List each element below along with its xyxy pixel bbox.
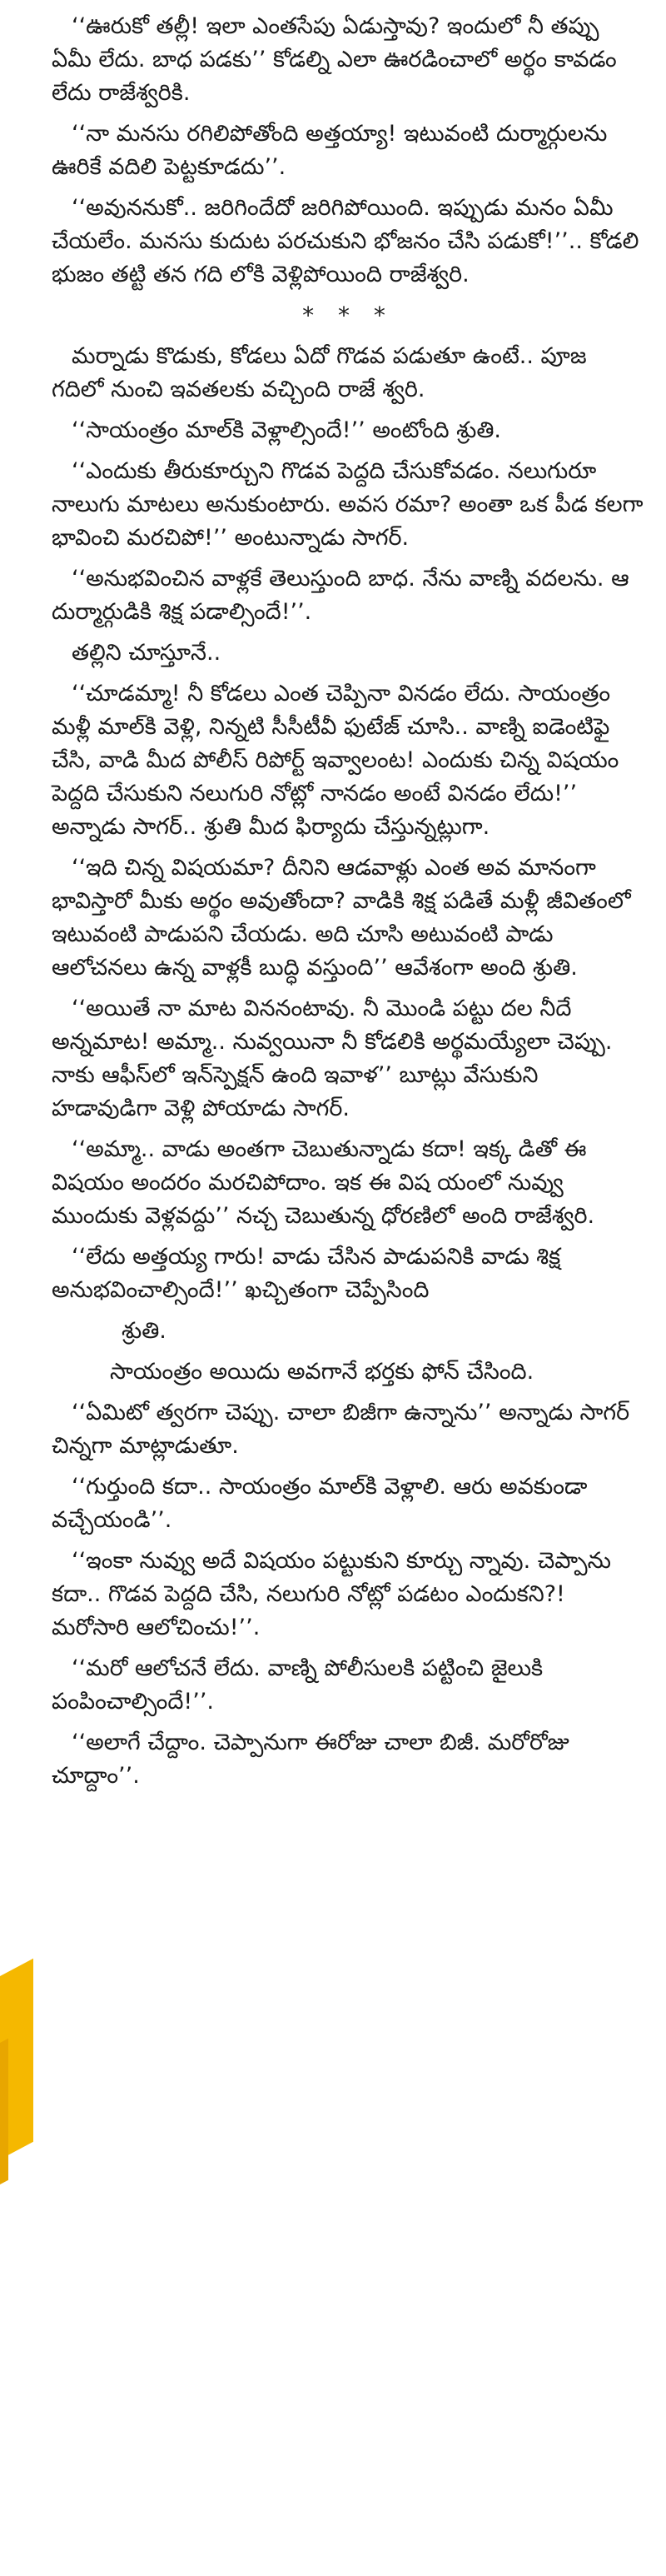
story-paragraph: ‘‘అలాగే చేద్దాం. చెప్పానుగా ఈరోజు చాలా బిజీ. మరోరోజు చూద్దాం’’. <box>52 1730 569 1789</box>
story-paragraph: ‘‘లేదు అత్తయ్య గారు! వాడు చేసిన పాడుపనికి వాడు శిక్ష అనుభవించాల్సిందే!’’ ఖచ్చితంగా చెప్పేసింది <box>52 1244 561 1303</box>
story-paragraph: మర్నాడు కొడుకు, కోడలు ఏదో గొడవ పడుతూ ఉంటే.. పూజ గదిలో నుంచి ఇవతలకు వచ్చింది రాజే శ్వరి. <box>52 343 587 402</box>
story-paragraph: ‘‘గుర్తుంది కదా.. సాయంత్రం మాల్‌కి వెళ్లాలి. ఆరు అవకుండా వచ్చేయండి’’. <box>52 1474 588 1533</box>
story-paragraph: ‘‘అయితే నా మాట విననంటావు. నీ మొండి పట్టు దల నీదే అన్నమాట! అమ్మా.. నువ్వయినా నీ కోడలికి అర్థమయ్యేలా చెప్పు. నాకు ఆఫీస్‌లో ఇన్‌స్పెక్షన్ ఉంది ఇవాళ’’ బూట్లు వేసుకుని హడావుడిగా వెళ్లి పోయాడు సాగర్. <box>52 996 613 1121</box>
story-paragraph: ‘‘ఇంకా నువ్వు అదే విషయం పట్టుకుని కూర్చు న్నావు. చెప్పాను కదా.. గొడవ పెద్దది చేసి, నలుగురి నోట్లో పడటం ఎందుకని?! మరోసారి ఆలోచించు!’’. <box>52 1548 611 1640</box>
story-paragraph: ‘‘అమ్మా.. వాడు అంతగా చెబుతున్నాడు కదా! ఇక్క డితో ఈ విషయం అందరం మరచిపోదాం. ఇక ఈ విష యంలో నువ్వు ముందుకు వెళ్లవద్దు’’ నచ్చ చెబుతున్న ధోరణిలో అంది రాజేశ్వరి. <box>52 1136 595 1229</box>
story-paragraph: ‘‘మరో ఆలోచనే లేదు. వాణ్ని పోలీసులకి పట్టించి జైలుకి పంపించాల్సిందే!’’. <box>52 1655 544 1715</box>
story-paragraph: ‘‘అవుననుకో.. జరిగిందేదో జరిగిపోయింది. ఇప్పుడు మనం ఏమీ చేయలేం. మనసు కుదుట పరచుకుని భోజనం చేసి పడుకో!’’.. కోడలి భుజం తట్టి తన గది లోకి వెళ్లిపోయింది రాజేశ్వరి. <box>52 195 639 287</box>
story-paragraph: ‘‘సాయంత్రం మాల్‌కి వెళ్లాల్సిందే!’’ అంటోంది శ్రుతి. <box>72 417 502 443</box>
story-paragraph: సాయంత్రం అయిదు అవగానే భర్తకు ఫోన్ చేసింది. <box>110 1359 534 1385</box>
section-separator: * * * <box>302 302 394 329</box>
yellow-accent-shape-shadow <box>0 2039 8 2203</box>
story-paragraph: ‘‘అనుభవించిన వాళ్లకే తెలుస్తుంది బాధ. నేను వాణ్ని వదలను. ఆ దుర్మార్గుడికి శిక్ష పడాల్సిందే!’’. <box>52 566 629 625</box>
story-paragraph: ‘‘ఊరుకో తల్లీ! ఇలా ఎంతసేపు ఏడుస్తావు? ఇందులో నీ తప్పు ఏమీ లేదు. బాధ పడకు’’ కోడల్ని ఎలా ఊరడించాలో అర్థం కావడం లేదు రాజేశ్వరికి. <box>52 13 617 106</box>
story-paragraph: ‘‘చూడమ్మా! నీ కోడలు ఎంత చెప్పినా వినడం లేదు. సాయంత్రం మళ్లీ మాల్‌కి వెళ్లి, నిన్నటి సీసీటీవీ ఫుటేజ్ చూసి.. వాణ్ని ఐడెంటిఫై చేసి, వాడి మీద పోలీస్ రిపోర్ట్ ఇవ్వాలంట! ఎందుకు చిన్న విషయం పెద్దది చేసుకుని నలుగురి నోట్లో నానడం అంటే వినడం లేదు!’’ అన్నాడు సాగర్.. శ్రుతి మీద ఫిర్యాదు చేస్తున్నట్లుగా. <box>52 681 619 840</box>
story-paragraph: తల్లిని చూస్తూనే.. <box>72 640 221 666</box>
story-text-column <box>52 10 644 1800</box>
story-paragraph: ‘‘ఇది చిన్న విషయమా? దీనిని ఆడవాళ్లు ఎంత అవ మానంగా భావిస్తారో మీకు అర్థం అవుతోందా? వాడికి శిక్ష పడితే మళ్లీ జీవితంలో ఇటువంటి పాడుపని చేయడు. అది చూసి అటువంటి పాడు ఆలోచనలు ఉన్న వాళ్లకీ బుద్ధి వస్తుంది’’ ఆవేశంగా అంది శ్రుతి. <box>52 855 631 981</box>
story-paragraph: ‘‘ఏమిటో త్వరగా చెప్పు. చాలా బిజీగా ఉన్నాను’’ అన్నాడు సాగర్ చిన్నగా మాట్లాడుతూ. <box>52 1400 630 1459</box>
story-paragraph: ‘‘ఎందుకు తీరుకూర్చుని గొడవ పెద్దది చేసుకోవడం. నలుగురూ నాలుగు మాటలు అనుకుంటారు. అవస రమా? అంతా ఒక పీడ కలగా భావించి మరచిపో!’’ అంటున్నాడు సాగర్. <box>52 458 644 551</box>
story-paragraph: శ్రుతి. <box>122 1318 166 1344</box>
story-paragraph: ‘‘నా మనసు రగిలిపోతోంది అత్తయ్యా! ఇటువంటి దుర్మార్గులను ఊరికే వదిలి పెట్టకూడదు’’. <box>52 121 608 180</box>
